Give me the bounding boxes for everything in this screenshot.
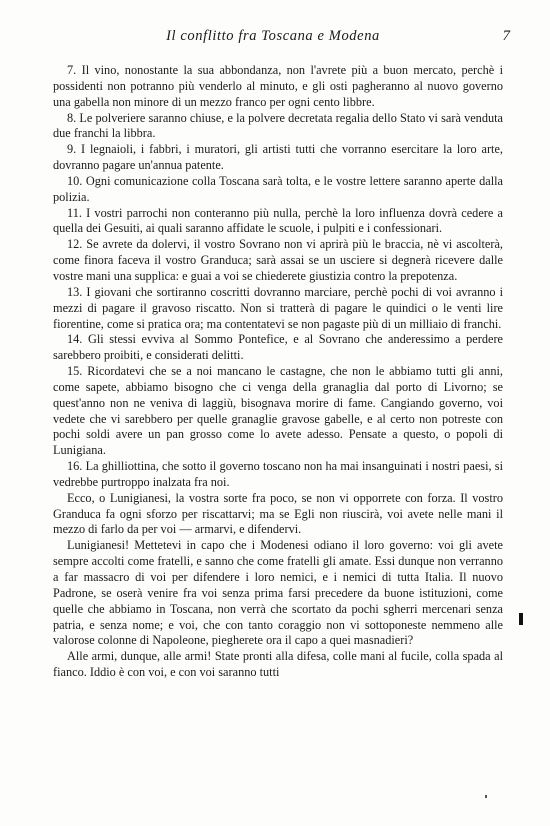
paragraph-item-13: 13. I giovani che sortiranno coscritti dovranno marciare, perchè pochi di voi avranno i mezzi di pagare il gravoso riscatto. Non si tratterà di pagare le quindici o le venti lire fiorentine, come si pratica ora; ma contentatevi se non pagaste più di un milliaio di franchi. (53, 284, 503, 331)
paragraph-item-11: 11. I vostri parrochi non conteranno più nulla, perchè la loro influenza dovrà cedere a quella dei Gesuiti, ai quali saranno affidate le scuole, i pulpiti e i confessionari. (53, 205, 503, 236)
paragraph-ecco: Ecco, o Lunigianesi, la vostra sorte fra poco, se non vi opporrete con forza. Il vostro Granduca fa ogni sforzo per riscattarvi; ma se Egli non riuscirà, voi avete nelle mani il mezzo di farlo da per voi — armarvi, e difendervi. (53, 490, 503, 537)
paragraph-lunigianesi: Lunigianesi! Mettetevi in capo che i Modenesi odiano il loro governo: voi gli avete sempre accolti come fratelli, e sanno che come fratelli gli amate. Essi dunque non verranno a far massacro di voi per difendere i loro nemici, e i nemici di tutta Italia. Il nuovo Padrone, se oserà venire fra voi senza prima farsi precedere da buone istituzioni, come quelle che abbiamo in Toscana, non verrà che scortato da pochi sgherri mercenari senza patria, e senza nome; e voi, che con tanto coraggio non vi sottoponeste nemmeno alle valorose colonne di Napoleone, piegherete ora il capo a quei masnadieri? (53, 538, 503, 648)
paragraph-item-12: 12. Se avrete da dolervi, il vostro Sovrano non vi aprirà più le braccia, nè vi ascolterà, come finora faceva il vostro Granduca; sarà assai se un usciere si degnerà ricevere dalle vostre mani una supplica: e guai a voi se chiederete giustizia contro la prepotenza. (53, 237, 503, 283)
paragraph-alle-armi: Alle armi, dunque, alle armi! State pronti alla difesa, colle mani al fucile, colla spada al fianco. Iddio è con voi, e con voi saranno tutti (53, 649, 503, 680)
page-number: 7 (502, 28, 510, 44)
paragraph-item-9: 9. I legnaioli, i fabbri, i muratori, gli artisti tutti che vorranno esercitare la loro arte, dovranno pagare un'annua patente. (53, 142, 503, 173)
paper-speck (485, 795, 487, 798)
paragraph-item-15: 15. Ricordatevi che se a noi mancano le castagne, che non le abbiamo tutti gli anni, come sapete, abbiamo bisogno che ci venga della granaglia dal porto di Livorno; se quest'anno non ne veniva di laggiù, bisognava morire di fame. Cangiando governo, voi vedete che vi sarebbero per quelle granaglie gravose gabelle, e al certo non potreste con pochi soldi avere un pan grosso come lo avete adesso. Pensate a questo, o popoli di Lunigiana. (53, 364, 503, 458)
paragraph-item-14: 14. Gli stessi evviva al Sommo Pontefice, e al Sovrano che anderessimo a perdere sarebbero proibiti, e considerati delitti. (53, 332, 503, 363)
paragraph-item-10: 10. Ogni comunicazione colla Toscana sarà tolta, e le vostre lettere saranno aperte dalla polizia. (53, 173, 503, 204)
running-title: Il conflitto fra Toscana e Modena (166, 28, 380, 44)
running-head (36, 28, 510, 50)
paragraph-item-7: 7. Il vino, nonostante la sua abbondanza, non l'avrete più a buon mercato, perchè i possidenti non potranno più venderlo al minuto, e gli osti pagheranno al nuovo governo una gabella non minore di un mezzo franco per ogni cento libbre. (53, 63, 503, 109)
paragraph-item-8: 8. Le polveriere saranno chiuse, e la polvere decretata regalia dello Stato vi sarà venduta due franchi la libbra. (53, 110, 503, 141)
paragraph-item-16: 16. La ghilliottina, che sotto il governo toscano non ha mai insanguinati i nostri paesi, si vedrebbe purtroppo inalzata fra noi. (53, 459, 503, 489)
body-text (53, 63, 503, 681)
margin-mark (519, 613, 523, 625)
